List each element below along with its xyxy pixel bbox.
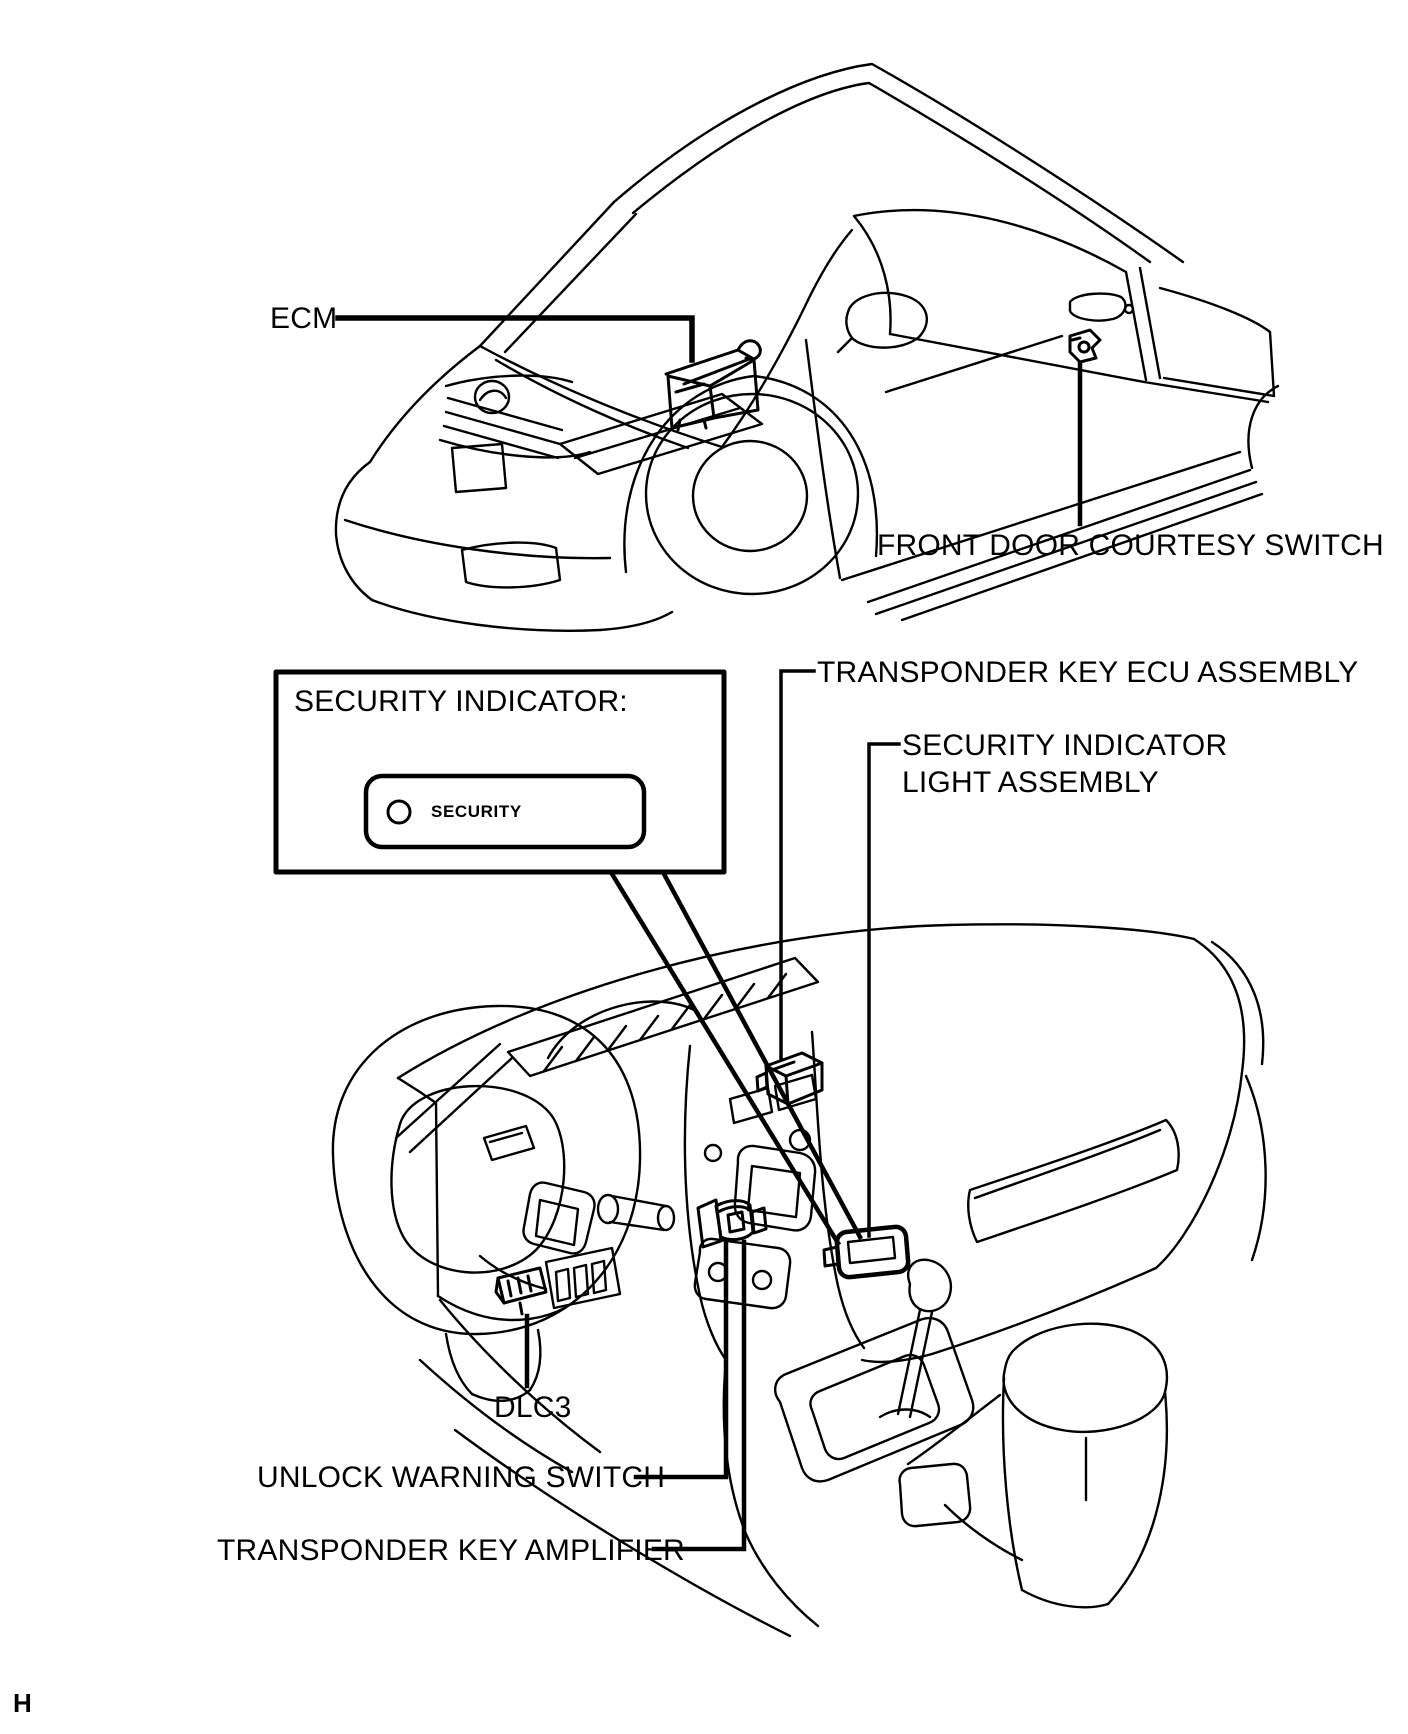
callout-leader-line-b	[664, 874, 860, 1237]
turn-signal-stalk	[598, 1195, 674, 1230]
security-indicator-light-part	[824, 1227, 908, 1277]
console-box	[1003, 1324, 1167, 1608]
security-indicator-light-assembly-label-line2: LIGHT ASSEMBLY	[902, 766, 1159, 799]
headlight	[560, 394, 762, 474]
transponder-key-amplifier-label: TRANSPONDER KEY AMPLIFIER	[217, 1534, 685, 1567]
shift-lever	[880, 1260, 951, 1417]
glove-box	[968, 1120, 1178, 1242]
callout-leader-line-a	[612, 874, 838, 1243]
side-mirror	[846, 293, 926, 348]
security-indicator-callout-title: SECURITY INDICATOR:	[294, 685, 628, 718]
transponder-key-ecu-leader-line	[781, 671, 814, 1058]
dashboard-drawing	[333, 924, 1266, 1636]
security-lamp-icon	[388, 801, 410, 823]
side-air-vent	[523, 1183, 594, 1254]
security-indicator-light-assembly-label-line1: SECURITY INDICATOR	[902, 729, 1228, 762]
door-handle	[1070, 294, 1125, 321]
page-footer-mark: H	[13, 1688, 32, 1718]
security-indicator-light-leader-line	[869, 744, 899, 1236]
ecm-label: ECM	[270, 302, 338, 335]
unlock-warning-switch-label: UNLOCK WARNING SWITCH	[257, 1461, 666, 1494]
ecm-leader-line	[338, 318, 692, 360]
ecm-part	[666, 341, 760, 430]
leader-lines	[338, 318, 1080, 1549]
license-plate	[452, 444, 506, 492]
dlc3-part	[496, 1268, 546, 1314]
front-door-courtesy-switch-label: FRONT DOOR COURTESY SWITCH	[877, 529, 1384, 562]
shift-gate	[775, 1318, 973, 1481]
dash-tweeter	[484, 1126, 534, 1160]
front-door-courtesy-switch-part	[1070, 330, 1100, 362]
transponder-key-ecu-assembly-label: TRANSPONDER KEY ECU ASSEMBLY	[817, 656, 1359, 689]
dlc3-label: DLC3	[494, 1391, 572, 1424]
security-lamp-label: SECURITY	[431, 802, 522, 821]
